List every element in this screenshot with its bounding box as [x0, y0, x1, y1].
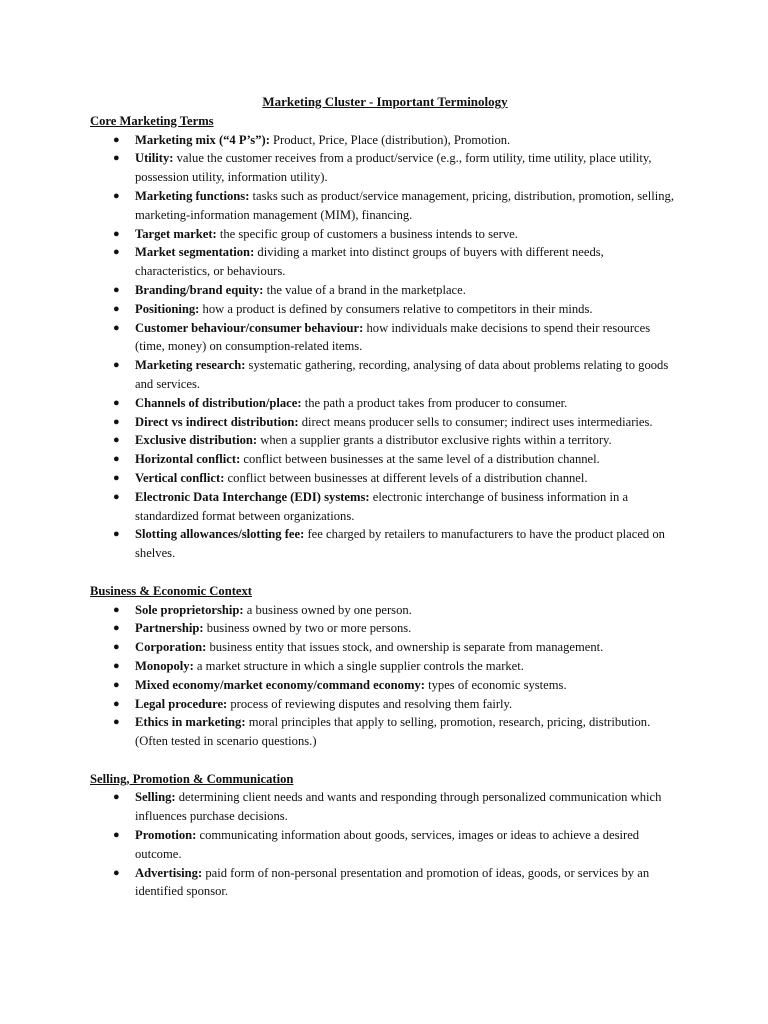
term-definition: how a product is defined by consumers relative to competitors in their minds.	[199, 301, 593, 316]
term-label: Customer behaviour/consumer behaviour:	[135, 320, 364, 335]
term-label: Sole proprietorship:	[135, 602, 244, 617]
term-item	[113, 356, 680, 394]
bullet-icon: ●	[113, 490, 120, 503]
term-item	[113, 713, 680, 751]
bullet-icon: ●	[113, 246, 120, 259]
term-label: Target market:	[135, 226, 217, 241]
term-definition: when a supplier grants a distributor exclusive rights within a territory.	[257, 433, 612, 448]
term-label: Horizontal conflict:	[135, 452, 241, 467]
section-spacer	[90, 563, 680, 582]
term-label: Direct vs indirect distribution:	[135, 414, 299, 429]
term-definition: the specific group of customers a business intends to serve.	[216, 226, 518, 241]
term-item	[113, 131, 680, 150]
term-definition: types of economic systems.	[424, 677, 567, 692]
section-business-economic-context	[90, 582, 680, 751]
term-definition: conflict between businesses at the same level of a distribution channel.	[240, 452, 600, 467]
bullet-icon: ●	[113, 678, 120, 691]
bullet-icon: ●	[113, 321, 120, 334]
bullet-icon: ●	[113, 359, 120, 372]
term-definition: business owned by two or more persons.	[203, 621, 412, 636]
term-label: Marketing research:	[135, 358, 246, 373]
term-label: Branding/brand equity:	[135, 282, 264, 297]
term-item	[113, 864, 680, 902]
term-definition: fee charged by retailers to manufacturers to have the product placed on shelves.	[135, 527, 665, 561]
term-item	[113, 601, 680, 620]
term-item	[113, 243, 680, 281]
term-definition: business entity that issues stock, and ownership is separate from management.	[206, 640, 604, 655]
term-item	[113, 319, 680, 357]
term-label: Corporation:	[135, 640, 207, 655]
term-label: Channels of distribution/place:	[135, 395, 302, 410]
term-definition: value the customer receives from a product/service (e.g., form utility, time utility, place utility, possession utility, information utility).	[135, 151, 652, 185]
term-item	[113, 469, 680, 488]
bullet-icon: ●	[113, 659, 120, 672]
term-label: Utility:	[135, 151, 174, 166]
bullet-icon: ●	[113, 133, 120, 146]
term-label: Vertical conflict:	[135, 470, 225, 485]
section-heading: Core Marketing Terms	[90, 113, 214, 128]
bullet-icon: ●	[113, 716, 120, 729]
term-definition: Product, Price, Place (distribution), Promotion.	[269, 132, 511, 147]
term-item	[113, 676, 680, 695]
term-list	[90, 131, 680, 563]
bullet-icon: ●	[113, 697, 120, 710]
term-item	[113, 394, 680, 413]
term-item	[113, 225, 680, 244]
term-definition: tasks such as product/service management, pricing, distribution, promotion, selling, marketing-information management (MIM), financing.	[135, 188, 674, 222]
term-list	[90, 788, 680, 901]
bullet-icon: ●	[113, 396, 120, 409]
bullet-icon: ●	[113, 152, 120, 165]
term-label: Marketing functions:	[135, 188, 250, 203]
term-definition: communicating information about goods, services, images or ideas to achieve a desired outcome.	[135, 828, 640, 861]
term-definition: process of reviewing disputes and resolving them fairly.	[227, 696, 513, 711]
term-item	[113, 695, 680, 714]
bullet-icon: ●	[113, 283, 120, 296]
term-item	[113, 187, 680, 225]
term-item	[113, 525, 680, 563]
term-definition: electronic interchange of business information in a standardized format between organizations.	[135, 489, 629, 523]
term-definition: the value of a brand in the marketplace.	[263, 282, 466, 297]
term-label: Market segmentation:	[135, 245, 255, 260]
bullet-icon: ●	[113, 829, 120, 842]
term-item	[113, 788, 680, 826]
term-definition: moral principles that apply to selling, promotion, research, pricing, distribution. (Often tested in scenario questions.)	[135, 715, 651, 749]
term-label: Monopoly:	[135, 658, 194, 673]
term-definition: a business owned by one person.	[243, 602, 412, 617]
term-item	[113, 431, 680, 450]
term-label: Slotting allowances/slotting fee:	[135, 527, 305, 542]
term-item	[113, 413, 680, 432]
bullet-icon: ●	[113, 471, 120, 484]
term-item	[113, 619, 680, 638]
term-label: Marketing mix (“4 P’s”):	[135, 132, 270, 147]
term-label: Ethics in marketing:	[135, 715, 246, 730]
bullet-icon: ●	[113, 528, 120, 541]
term-item	[113, 638, 680, 657]
term-item	[113, 488, 680, 526]
term-label: Exclusive distribution:	[135, 433, 258, 448]
term-label: Promotion:	[135, 828, 197, 843]
bullet-icon: ●	[113, 302, 120, 315]
bullet-icon: ●	[113, 453, 120, 466]
term-label: Electronic Data Interchange (EDI) systems:	[135, 489, 370, 504]
term-definition: determining client needs and wants and responding through personalized communication which influences purchase decisions.	[135, 790, 662, 824]
term-label: Advertising:	[135, 865, 203, 880]
bullet-icon: ●	[113, 622, 120, 635]
term-label: Mixed economy/market economy/command economy:	[135, 677, 425, 692]
term-definition: how individuals make decisions to spend their resources (time, money) on consumption-related items.	[135, 320, 651, 354]
term-item	[113, 149, 680, 187]
term-definition: dividing a market into distinct groups of buyers with different needs, characteristics, or behaviours.	[135, 245, 604, 279]
bullet-icon: ●	[113, 641, 120, 654]
term-item	[113, 657, 680, 676]
term-item	[113, 300, 680, 319]
term-label: Positioning:	[135, 301, 200, 316]
section-heading: Selling, Promotion & Communication	[90, 771, 294, 786]
bullet-icon: ●	[113, 227, 120, 240]
term-label: Selling:	[135, 790, 176, 805]
bullet-icon: ●	[113, 415, 120, 428]
bullet-icon: ●	[113, 603, 120, 616]
term-definition: conflict between businesses at different levels of a distribution channel.	[224, 470, 588, 485]
section-core-marketing-terms	[90, 112, 680, 563]
term-definition: paid form of non-personal presentation and promotion of ideas, goods, or services by an identified sponsor.	[135, 865, 650, 899]
term-item	[113, 281, 680, 300]
section-heading: Business & Economic Context	[90, 583, 252, 598]
term-item	[113, 826, 680, 864]
document-title: Marketing Cluster - Important Terminology	[262, 94, 508, 109]
term-definition: the path a product takes from producer to consumer.	[301, 395, 568, 410]
bullet-icon: ●	[113, 189, 120, 202]
term-definition: a market structure in which a single supplier controls the market.	[193, 658, 524, 673]
term-list	[90, 601, 680, 751]
section-selling-promotion-communication	[90, 770, 680, 902]
section-spacer	[90, 751, 680, 770]
term-item	[113, 450, 680, 469]
term-definition: direct means producer sells to consumer; indirect uses intermediaries.	[298, 414, 653, 429]
bullet-icon: ●	[113, 434, 120, 447]
bullet-icon: ●	[113, 866, 120, 879]
term-definition: systematic gathering, recording, analysing of data about problems relating to goods and services.	[135, 358, 669, 391]
term-label: Legal procedure:	[135, 696, 228, 711]
bullet-icon: ●	[113, 791, 120, 804]
term-label: Partnership:	[135, 621, 204, 636]
